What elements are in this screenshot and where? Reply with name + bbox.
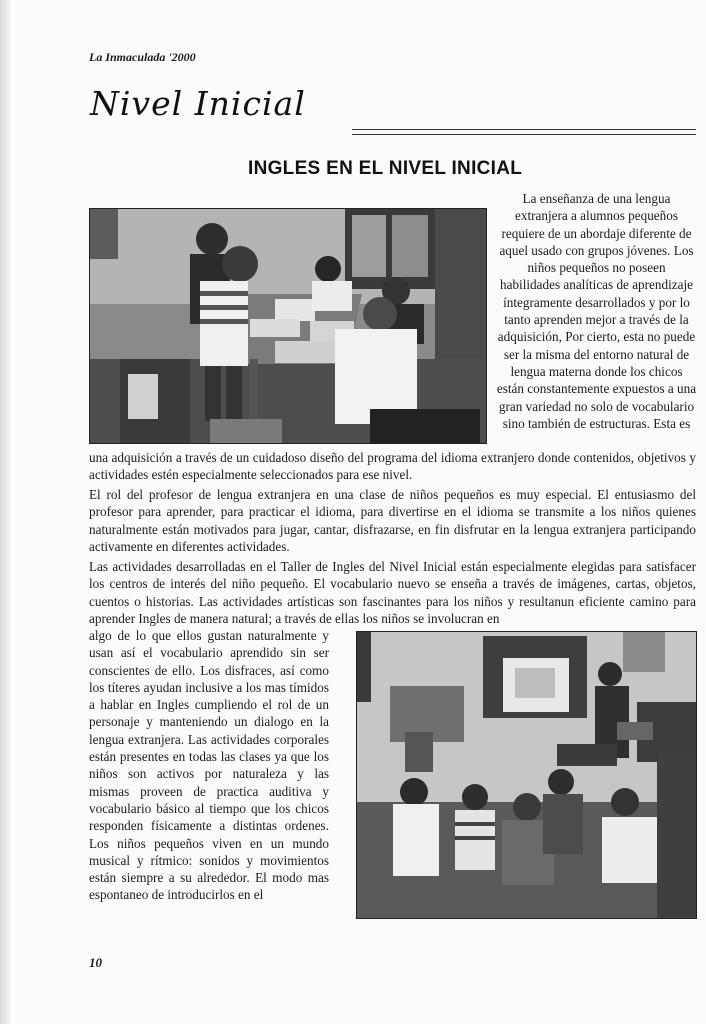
classroom-table-photo [89,208,487,444]
paragraph-teacher-role: El rol del profesor de lengua extranjera en una clase de niños pequeños es muy especial. El entusiasmo del profesor para aprender, para practicar el idioma, para divertirse en el idioma se transmite a los niños quienes naturalmente están motivados para jugar, cantar, disfrazarse, en fin disfrutar en la lengua extranjera participando activamente en diferentes actividades. [89,487,696,554]
section-title-rule [352,129,696,135]
paragraph-activities: Las actividades desarrolladas en el Taller de Ingles del Nivel Inicial están especialmente elegidas para satisfacer los centros de interés del niño pequeño. El vocabulario nuevo se enseña a través de imágenes, cartas, objetos, cuentos o historias. Las actividades artísticas son fascinantes para los niños y resultanun eficiente camino para aprender Ingles de manera natural; a través de ellas los niños se involucran en [89,559,696,626]
article-title: INGLES EN EL NIVEL INICIAL [248,158,523,179]
running-header: La Inmaculada '2000 [89,50,196,64]
paragraph-activities-continuation: algo de lo que ellos gustan naturalmente y usan así el vocabulario aprendido sin ser conscientes de ello. Los disfraces, así como los títeres ayudan inclusive a los mas tímidos a hablar en Ingles cumpliendo el rol de un personaje y manteniendo un dialogo en la lengua extranjera. Las actividades corporales están presentes en todas las clases ya que los niños son activos por naturaleza y las mismas proveen de practica auditiva y vocabulario básico al tiempo que los chicos responden físicamente a distintas ordenes. Los niños pequeños viven en un mundo musical y rítmico: sonidos y movimientos están siempre a su alrededor. El modo mas espontaneo de introducirlos en el [89,628,329,903]
page-binding-edge [0,0,10,1024]
classroom-table-photo-image [90,209,486,443]
intro-right-column-text: La enseñanza de una lengua extranjera a alumnos pequeños requiere de un abordaje diferente de aquel usado con grupos jóvenes. Los niños pequeños no poseen habilidades analíticas de aprendizaje íntegramente desarrollados y por lo tanto aprenden mejor a través de la adquisición, Por cierto, esta no puede ser la misma del entorno natural de lengua materna donde los chicos están constantemente expuestos a una gran variedad no solo de vocabulario sino también de estructuras. Esta es [496,191,697,431]
page-number: 10 [89,955,102,970]
intro-continuation-text: una adquisición a través de un cuidadoso diseño del programa del idioma extranjero donde contenidos, objetivos y actividades estén especialmente seleccionados para ese nivel. [89,450,696,483]
storytelling-photo [356,631,697,919]
storytelling-photo-image [357,632,696,918]
section-title: Nivel Inicial [90,84,306,123]
